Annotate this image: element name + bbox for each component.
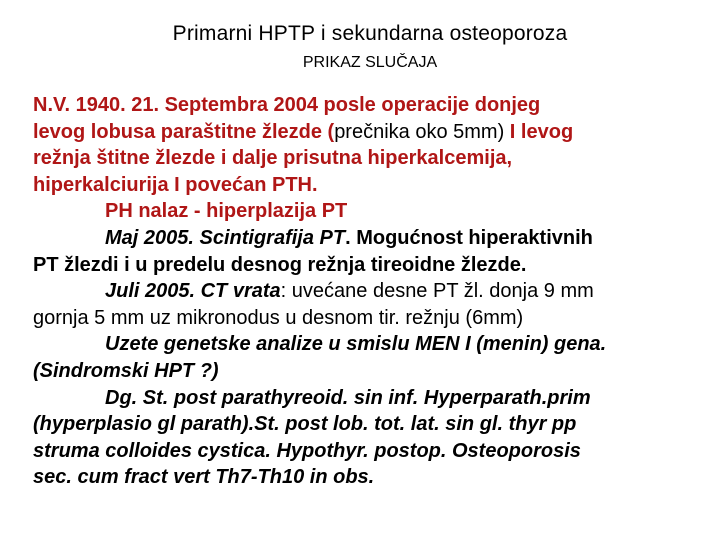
scintigraphy-label: Maj 2005. Scintigrafija PT bbox=[105, 226, 346, 249]
ct-label: Juli 2005. CT vrata bbox=[105, 280, 281, 303]
ct-text-2: gornja 5 mm uz mikronodus u desnom tir. režnju (6mm) bbox=[33, 306, 524, 329]
diagnosis-line-1: Dg. St. post parathyreoid. sin inf. Hyperparath.prim bbox=[105, 386, 591, 409]
scintigraphy-paragraph bbox=[33, 225, 717, 278]
intro-line-1: N.V. 1940. 21. Septembra 2004 posle operacije donjeg bbox=[33, 94, 541, 116]
diagnosis-paragraph bbox=[33, 385, 717, 491]
scintigraphy-text-2: PT žlezdi i u predelu desnog režnja tireoidne žlezde. bbox=[33, 253, 527, 276]
genetic-line-1: Uzete genetske analize u smislu MEN I (menin) gena. bbox=[105, 333, 607, 356]
intro-size-note: prečnika oko 5mm) bbox=[334, 120, 505, 143]
diagnosis-line-3: struma colloides cystica. Hypothyr. postop. Osteoporosis bbox=[33, 439, 581, 462]
ct-text-1: : uvećane desne PT žl. donja 9 mm bbox=[280, 280, 594, 303]
slide-subtitle: PRIKAZ SLUČAJA bbox=[302, 54, 438, 71]
intro-line-4: hiperkalciurija I povećan PTH. bbox=[33, 173, 318, 196]
ct-paragraph bbox=[33, 278, 717, 331]
intro-line-3: režnja štitne žlezde i dalje prisutna hiperkalcemija, bbox=[33, 147, 513, 170]
case-intro-paragraph bbox=[33, 92, 717, 198]
slide-title: Primarni HPTP i sekundarna osteoporoza bbox=[172, 22, 568, 45]
ph-finding-line bbox=[33, 198, 717, 225]
genetic-line-2: (Sindromski HPT ?) bbox=[33, 359, 219, 382]
intro-line-2b: I levog bbox=[504, 120, 574, 143]
ph-finding-text: PH nalaz - hiperplazija PT bbox=[105, 200, 348, 223]
diagnosis-line-4: sec. cum fract vert Th7-Th10 in obs. bbox=[33, 466, 375, 489]
case-report-text bbox=[33, 92, 717, 491]
intro-line-2a: levog lobusa paraštitne žlezde ( bbox=[33, 120, 335, 143]
genetic-paragraph bbox=[33, 331, 717, 384]
scintigraphy-text-1: . Mogućnost hiperaktivnih bbox=[345, 226, 593, 249]
diagnosis-line-2: (hyperplasio gl parath).St. post lob. tot. lat. sin gl. thyr pp bbox=[33, 413, 577, 436]
